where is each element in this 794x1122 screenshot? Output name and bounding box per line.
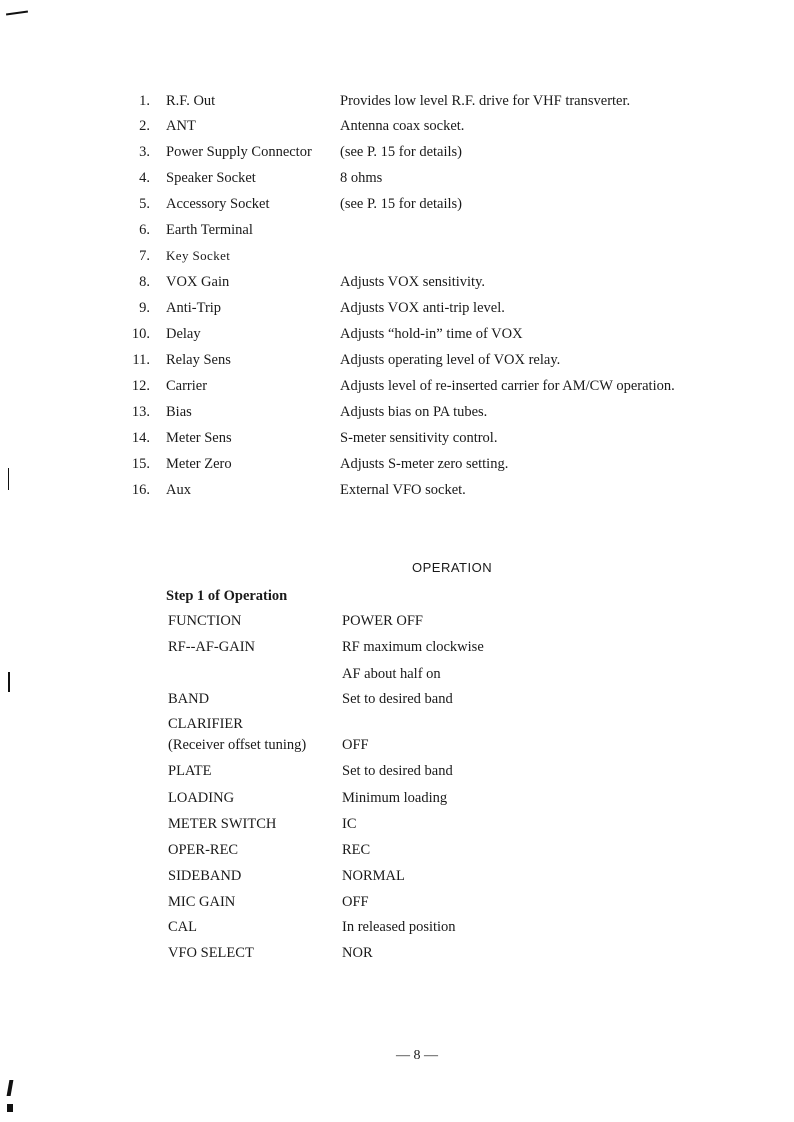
setting-name: CAL xyxy=(168,919,197,935)
control-name: Meter Sens xyxy=(166,430,232,446)
section-heading: OPERATION xyxy=(412,560,493,575)
control-number: 15. xyxy=(131,456,150,472)
control-description: External VFO socket. xyxy=(340,482,466,498)
control-number: 16. xyxy=(131,482,150,498)
setting-name: METER SWITCH xyxy=(168,816,277,832)
control-description: Adjusts VOX sensitivity. xyxy=(340,274,486,290)
control-description: Adjusts S-meter zero setting. xyxy=(340,456,509,472)
setting-value: REC xyxy=(342,842,371,858)
scan-mark-top-left xyxy=(6,10,28,15)
page-number: — 8 — xyxy=(396,1048,438,1063)
control-name: Power Supply Connector xyxy=(166,144,312,160)
setting-name: BAND xyxy=(168,691,210,707)
control-description: (see P. 15 for details) xyxy=(340,196,463,212)
setting-name: RF--AF-GAIN xyxy=(168,639,255,655)
control-name: Speaker Socket xyxy=(166,170,256,186)
control-number: 4. xyxy=(139,170,150,186)
setting-name: LOADING xyxy=(168,790,235,806)
setting-value: IC xyxy=(342,816,357,832)
control-number: 11. xyxy=(132,352,150,368)
scan-mark-left-4 xyxy=(7,1104,13,1112)
control-description: Adjusts level of re-inserted carrier for AM/CW operation. xyxy=(340,378,675,394)
setting-value: NORMAL xyxy=(342,868,405,884)
control-name: Meter Zero xyxy=(166,456,232,472)
scan-mark-left-2 xyxy=(8,672,10,692)
control-description: Adjusts “hold-in” time of VOX xyxy=(340,326,523,342)
control-name: Aux xyxy=(166,482,191,498)
control-name: Bias xyxy=(166,404,192,420)
setting-value: OFF xyxy=(342,737,369,753)
control-name: VOX Gain xyxy=(166,274,230,290)
setting-value: AF about half on xyxy=(342,666,441,682)
setting-value: RF maximum clockwise xyxy=(342,639,484,655)
setting-name: SIDEBAND xyxy=(168,868,242,884)
control-number: 3. xyxy=(139,144,150,160)
control-number: 14. xyxy=(131,430,150,446)
control-number: 1. xyxy=(139,93,150,109)
control-description: S-meter sensitivity control. xyxy=(340,430,498,446)
control-number: 10. xyxy=(131,326,150,342)
scan-mark-left-1 xyxy=(8,468,9,490)
control-number: 9. xyxy=(139,300,150,316)
setting-value: NOR xyxy=(342,945,373,961)
setting-value: Set to desired band xyxy=(342,763,453,779)
control-number: 5. xyxy=(139,196,150,212)
control-name: ANT xyxy=(166,118,196,134)
setting-value: OFF xyxy=(342,894,369,910)
control-name: Carrier xyxy=(166,378,208,394)
control-name: Earth Terminal xyxy=(166,222,253,238)
control-name: Key Socket xyxy=(166,248,231,263)
setting-value: POWER OFF xyxy=(342,613,423,629)
control-description: (see P. 15 for details) xyxy=(340,144,463,160)
control-description: 8 ohms xyxy=(340,170,383,186)
control-number: 12. xyxy=(131,378,150,394)
setting-value: Set to desired band xyxy=(342,691,453,707)
control-name: Accessory Socket xyxy=(166,196,270,212)
setting-value: In released position xyxy=(342,919,456,935)
control-name: R.F. Out xyxy=(166,93,216,109)
setting-name: OPER-REC xyxy=(168,842,239,858)
setting-name: PLATE xyxy=(168,763,212,779)
setting-name: CLARIFIER xyxy=(168,716,243,732)
control-description: Adjusts VOX anti-trip level. xyxy=(340,300,505,316)
setting-name: MIC GAIN xyxy=(168,894,236,910)
setting-name: VFO SELECT xyxy=(168,945,254,961)
control-number: 8. xyxy=(139,274,150,290)
scan-mark-left-3 xyxy=(7,1080,14,1096)
control-name: Relay Sens xyxy=(166,352,231,368)
step-title: Step 1 of Operation xyxy=(166,588,288,604)
control-name: Anti-Trip xyxy=(166,300,222,316)
setting-value: Minimum loading xyxy=(342,790,448,806)
setting-name: (Receiver offset tuning) xyxy=(168,737,307,753)
control-number: 7. xyxy=(139,248,150,264)
control-number: 6. xyxy=(139,222,150,238)
control-description: Adjusts bias on PA tubes. xyxy=(340,404,488,420)
control-number: 2. xyxy=(139,118,150,134)
control-number: 13. xyxy=(131,404,150,420)
control-description: Antenna coax socket. xyxy=(340,118,465,134)
control-description: Provides low level R.F. drive for VHF transverter. xyxy=(340,93,631,109)
control-description: Adjusts operating level of VOX relay. xyxy=(340,352,561,368)
setting-name: FUNCTION xyxy=(168,613,242,629)
control-name: Delay xyxy=(166,326,201,342)
